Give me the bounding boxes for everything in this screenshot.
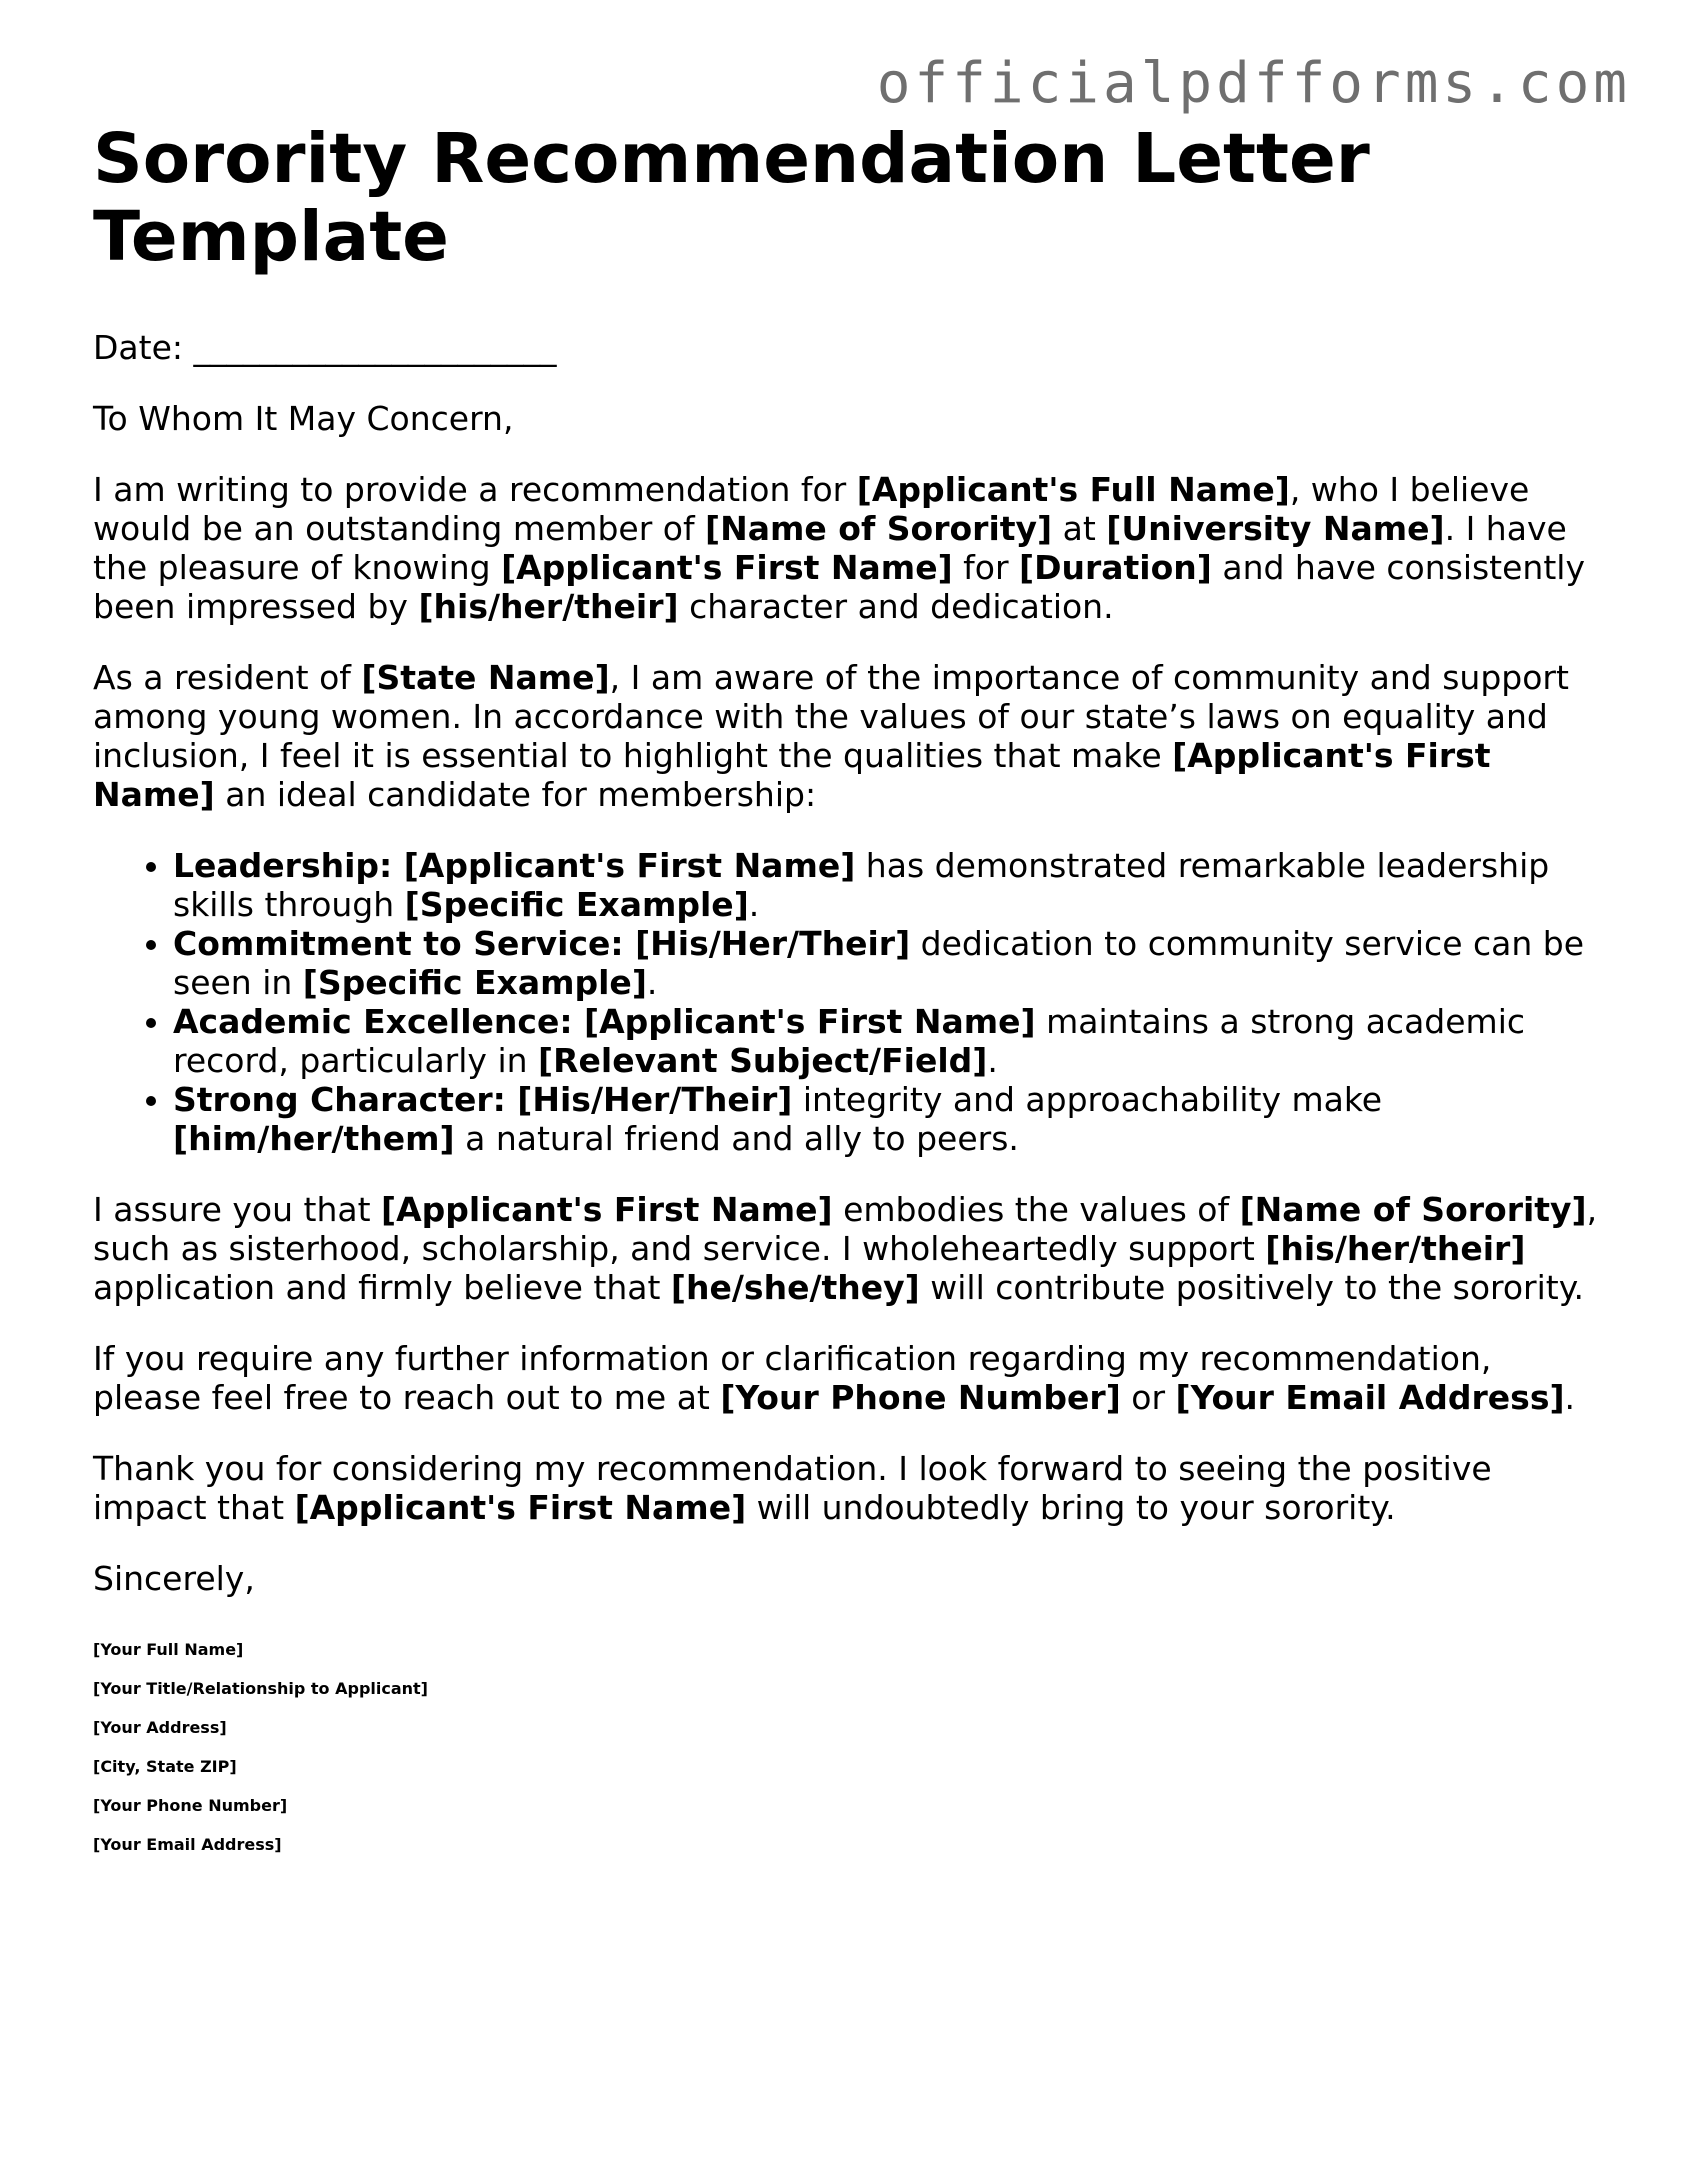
text: application and firmly believe that bbox=[93, 1268, 671, 1307]
date-line bbox=[93, 328, 1603, 367]
signature-city-state-zip: [City, State ZIP] bbox=[93, 1757, 237, 1776]
placeholder-pronoun: [his/her/their] bbox=[418, 587, 679, 626]
placeholder-applicant-first-name: [Applicant's First Name] bbox=[294, 1488, 747, 1527]
signature-email: [Your Email Address] bbox=[93, 1835, 282, 1854]
text: has demonstrated remarkable leadership skills through bbox=[173, 846, 1550, 924]
list-item-academic bbox=[173, 1002, 1603, 1080]
text: a natural friend and ally to peers. bbox=[454, 1119, 1019, 1158]
text: or bbox=[1120, 1378, 1176, 1417]
text: Thank you for considering my recommendation. I look forward to seeing the positive impact that bbox=[93, 1449, 1492, 1527]
text: If you require any further information or clarification regarding my recommendation, please feel free to reach out to me at bbox=[93, 1339, 1492, 1417]
placeholder: [Relevant Subject/Field] bbox=[538, 1041, 988, 1080]
list-item-label: Strong Character: [His/Her/Their] bbox=[173, 1080, 793, 1119]
text: and have consistently been impressed by bbox=[93, 548, 1585, 626]
signature-block bbox=[93, 1630, 1603, 1864]
signature-title: [Your Title/Relationship to Applicant] bbox=[93, 1679, 428, 1698]
text: , who I believe would be an outstanding member of bbox=[93, 470, 1530, 548]
signature-address: [Your Address] bbox=[93, 1718, 227, 1737]
letter-page bbox=[93, 120, 1603, 1864]
paragraph-thanks bbox=[93, 1449, 1603, 1527]
text: an ideal candidate for membership: bbox=[214, 775, 817, 814]
text: , such as sisterhood, scholarship, and service. I wholeheartedly support bbox=[93, 1190, 1598, 1268]
text: for bbox=[952, 548, 1020, 587]
text: , I am aware of the importance of community and support among young women. In accordance with the values of our state’s laws on equality and inclusion, I feel it is essential to highlight the qualities that make bbox=[93, 658, 1569, 775]
text: maintains a strong academic record, particularly in bbox=[173, 1002, 1526, 1080]
list-item-label: Commitment to Service: [His/Her/Their] bbox=[173, 924, 911, 963]
placeholder-pronoun: [he/she/they] bbox=[670, 1268, 920, 1307]
placeholder: [Specific Example] bbox=[302, 963, 647, 1002]
date-blank: ______________________ bbox=[193, 328, 557, 367]
placeholder: [Specific Example] bbox=[404, 885, 749, 924]
text: dedication to community service can be seen in bbox=[173, 924, 1585, 1002]
paragraph-contact bbox=[93, 1339, 1603, 1417]
placeholder-applicant-full-name: [Applicant's Full Name] bbox=[856, 470, 1290, 509]
placeholder-sorority-name: [Name of Sorority] bbox=[705, 509, 1053, 548]
placeholder: [him/her/them] bbox=[173, 1119, 455, 1158]
placeholder-university-name: [University Name] bbox=[1106, 509, 1445, 548]
page-title: Sorority Recommendation Letter Template bbox=[93, 119, 1370, 277]
text: character and dedication. bbox=[678, 587, 1114, 626]
watermark: officialpdfforms.com bbox=[876, 51, 1631, 116]
placeholder-applicant-first-name: [Applicant's First Name] bbox=[501, 548, 953, 587]
text: integrity and approachability make bbox=[792, 1080, 1383, 1119]
list-item-label: Academic Excellence: [Applicant's First Name] bbox=[173, 1002, 1036, 1041]
text: As a resident of bbox=[93, 658, 362, 697]
signature-full-name: [Your Full Name] bbox=[93, 1640, 244, 1659]
text: . bbox=[987, 1041, 998, 1080]
closing: Sincerely, bbox=[93, 1559, 255, 1598]
placeholder-applicant-first-name: [Applicant's First Name] bbox=[93, 736, 1491, 814]
paragraph-intro bbox=[93, 470, 1603, 626]
date-label: Date: bbox=[93, 328, 183, 367]
paragraph-residence bbox=[93, 658, 1603, 814]
qualities-list bbox=[93, 846, 1603, 1158]
list-item-label: Leadership: [Applicant's First Name] bbox=[173, 846, 856, 885]
text: . I have the pleasure of knowing bbox=[93, 509, 1567, 587]
text: . bbox=[748, 885, 760, 924]
text: embodies the values of bbox=[832, 1190, 1240, 1229]
placeholder-phone: [Your Phone Number] bbox=[720, 1378, 1121, 1417]
text: . bbox=[1564, 1378, 1576, 1417]
text: I assure you that bbox=[93, 1190, 382, 1229]
text: I am writing to provide a recommendation for bbox=[93, 470, 857, 509]
salutation: To Whom It May Concern, bbox=[93, 399, 514, 438]
signature-phone: [Your Phone Number] bbox=[93, 1796, 288, 1815]
text: at bbox=[1052, 509, 1107, 548]
placeholder-email: [Your Email Address] bbox=[1175, 1378, 1565, 1417]
text: will undoubtedly bring to your sorority. bbox=[746, 1488, 1396, 1527]
placeholder-duration: [Duration] bbox=[1019, 548, 1212, 587]
list-item-service bbox=[173, 924, 1603, 1002]
placeholder-state-name: [State Name] bbox=[361, 658, 610, 697]
text: . bbox=[646, 963, 658, 1002]
placeholder-applicant-first-name: [Applicant's First Name] bbox=[381, 1190, 833, 1229]
placeholder-sorority-name: [Name of Sorority] bbox=[1239, 1190, 1587, 1229]
text: will contribute positively to the sorority. bbox=[919, 1268, 1585, 1307]
list-item-character bbox=[173, 1080, 1603, 1158]
placeholder-pronoun: [his/her/their] bbox=[1265, 1229, 1526, 1268]
list-item-leadership bbox=[173, 846, 1603, 924]
paragraph-assurance bbox=[93, 1190, 1603, 1307]
